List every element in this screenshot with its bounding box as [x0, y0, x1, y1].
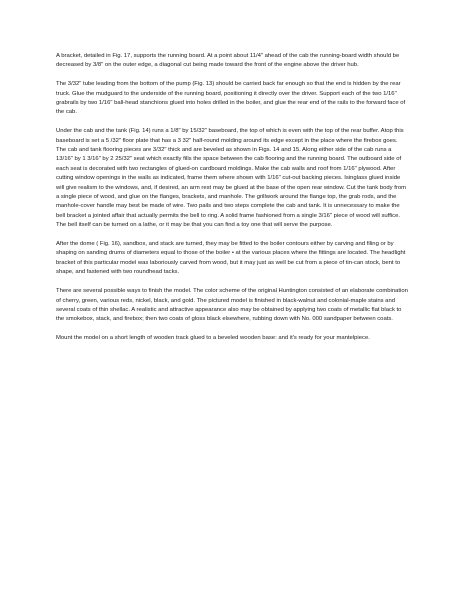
paragraph-pump-tube: The 3/32" tube leading from the bottom of the pump (Fig. 13) should be carried back far enough so that the end is hidden by the rear truck. Glue the mudguard to the underside of the running board, positioning it directly over the driver. Support each of the two 1/16" grabrails by two 1/16" ball-head stanchions glued into holes drilled in the boiler, and glue the rear end of the rails to the forward face of the cab.	[56, 81, 406, 116]
paragraph-finish: There are several possible ways to finish the model. The color scheme of the original Huntington consisted of an elaborate combination of cherry, green, various reds, nickel, black, and gold. The pictured model is finished in black-walnut and colonial-maple stains and several coats of thin shellac. A realistic and attractive appearance also may be obtained by applying two coats of metallic flat black to the smokebox, stack, and firebox; then two coats of gloss black elsewhere, rubbing down with No. 000 sandpaper between coats.	[56, 288, 408, 323]
paragraph-cab-and-tank: Under the cab and the tank (Fig. 14) runs a 1/8" by 15/32" baseboard, the top of which is even with the top of the rear buffer. Atop this baseboard is set a 5 /32" floor plate that has a 3 32" half-round molding around its edge except in the place where the firebox goes. The cab and tank flooring pieces are 3/32" thick and are beveled as shown in Figs. 14 and 15. Along either side of the cab runs a 13/16" by 1 3/16" by 2 25/32" seat which exactly fills the space between the cab flooring and the running board. The outboard side of each seat is decorated with two rectangles of glued-on cardboard moldings. Make the cab walls and roof from 1/16" plywood. After cutting window openings in the walls as indicated, frame them where shown with 1/16" cut-out backing pieces. Isinglass glued inside will give realism to the windows, and, if desired, an arm rest may be glued at the base of the open rear window. Cut the tank body from a single piece of wood, and glue on the flanges, brackets, and manhole. The grillwork around the flange top, the grab rods, and the manhole-cover handle may best be made of wire. Two pails and two steps complete the cab and tank. It is unnecessary to make the bell bracket a jointed affair that actually permits the bell to ring. A solid frame fashioned from a single 3/16" piece of wood will suffice. The bell itself can be turned on a lathe, or it may be that you can find a toy one that will serve the purpose.	[56, 128, 407, 229]
paragraph-running-board: A bracket, detailed in Fig. 17, supports the running board. At a point about 11/4" ahead of the cab the running-board width should be decreased by 3/8" on the outer edge, a diagonal cut being made toward the front of the engine above the driver hub.	[56, 53, 400, 69]
paragraph-dome-sandbox-stack: After the dome ( Fig. 16), sandbox, and stack are turned, they may be fitted to the boiler contours either by carving and filing or by shaping on sanding drums of diameters equal to those of the boiler • at the various places where the fittings are located. The headlight bracket of this particular model was laboriously carved from wood, but it may just as well be cut from a piece of tin-can stock, bent to shape, and fastened with two roundhead tacks.	[56, 241, 406, 276]
paragraph-mounting: Mount the model on a short length of wooden track glued to a beveled wooden base: and it's ready for your mantelpiece.	[56, 335, 370, 342]
